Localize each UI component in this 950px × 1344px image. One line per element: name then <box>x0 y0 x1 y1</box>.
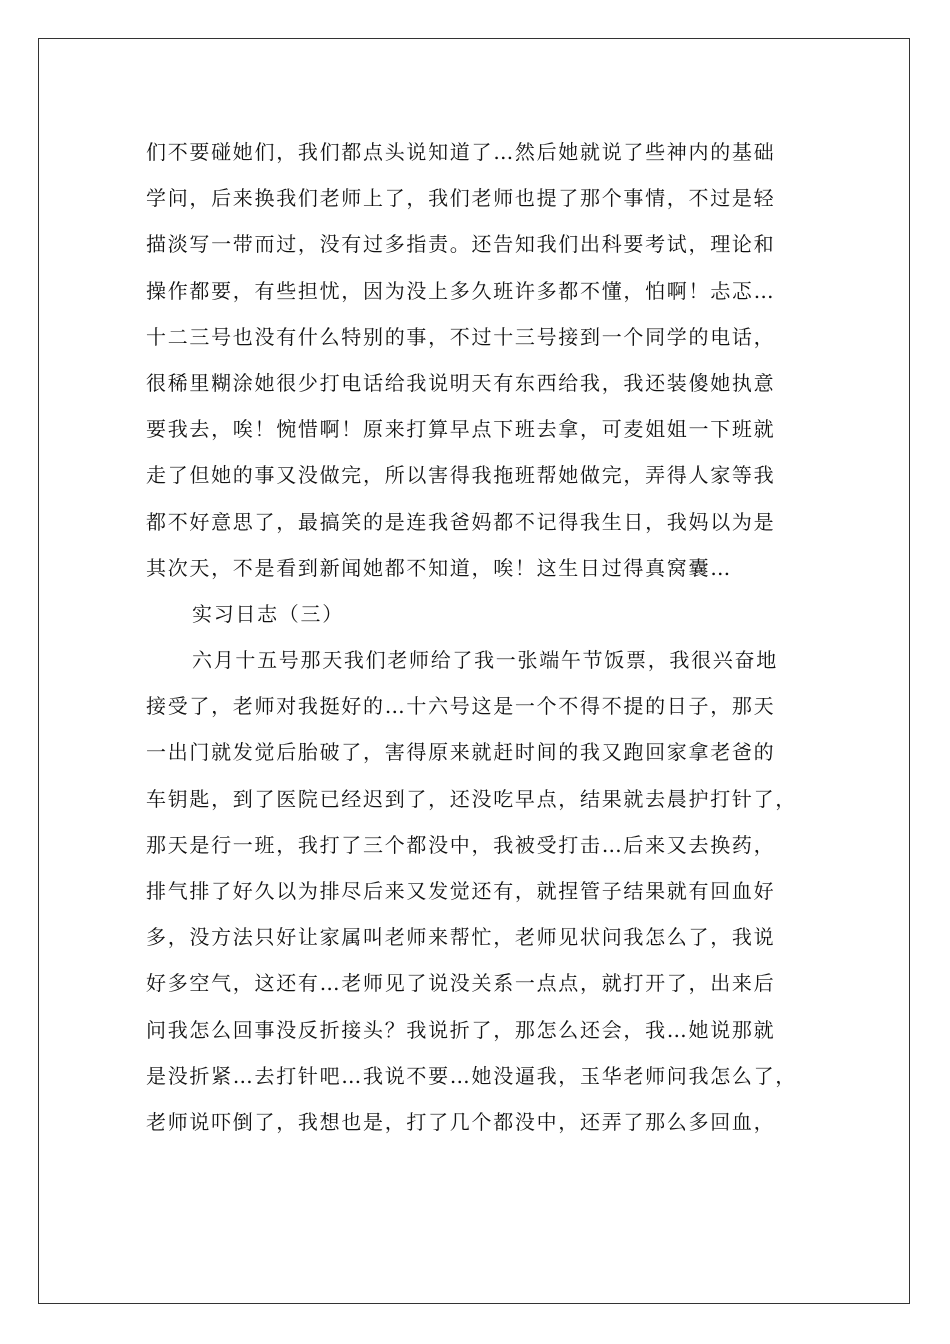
text-line: 问我怎么回事没反折接头？我说折了，那怎么还会，我…她说那就 <box>146 1017 776 1042</box>
document-body <box>146 129 821 1145</box>
text-line: 老师说吓倒了，我想也是，打了几个都没中，还弄了那么多回血， <box>146 1109 776 1134</box>
section-heading: 实习日志（三） <box>192 601 344 626</box>
text-line: 很稀里糊涂她很少打电话给我说明天有东西给我，我还装傻她执意 <box>146 370 776 395</box>
text-line: 是没折紧…去打针吧…我说不要…她没逼我，玉华老师问我怎么了， <box>146 1063 797 1088</box>
text-line: 排气排了好久以为排尽后来又发觉还有，就捏管子结果就有回血好 <box>146 879 776 903</box>
text-line: 六月十五号那天我们老师给了我一张端午节饭票，我很兴奋地 <box>192 648 778 673</box>
text-line: 接受了，老师对我挺好的…十六号这是一个不得不提的日子，那天 <box>146 694 776 719</box>
text-line: 都不好意思了，最搞笑的是连我爸妈都不记得我生日，我妈以为是 <box>146 509 776 534</box>
text-line: 十二三号也没有什么特别的事，不过十三号接到一个同学的电话， <box>146 324 776 349</box>
text-line: 描淡写一带而过，没有过多指责。还告知我们出科要考试，理论和 <box>146 232 776 257</box>
text-line: 走了但她的事又没做完，所以害得我拖班帮她做完，弄得人家等我 <box>146 463 776 488</box>
text-line: 们不要碰她们，我们都点头说知道了…然后她就说了些神内的基础 <box>146 140 776 164</box>
text-line: 一出门就发觉后胎破了，害得原来就赶时间的我又跑回家拿老爸的 <box>146 740 776 765</box>
text-line: 多，没方法只好让家属叫老师来帮忙，老师见状问我怎么了，我说 <box>146 925 776 950</box>
text-line: 其次天，不是看到新闻她都不知道，唉！这生日过得真窝囊… <box>146 555 732 580</box>
text-line: 那天是行一班，我打了三个都没中，我被受打击…后来又去换药， <box>146 832 776 857</box>
text-line: 好多空气，这还有…老师见了说没关系一点点，就打开了，出来后 <box>146 971 776 996</box>
text-line: 车钥匙，到了医院已经迟到了，还没吃早点，结果就去晨护打针了， <box>146 786 797 811</box>
text-line: 要我去，唉！惋惜啊！原来打算早点下班去拿，可麦姐姐一下班就 <box>146 417 776 442</box>
text-line: 学问，后来换我们老师上了，我们老师也提了那个事情，不过是轻 <box>146 186 776 211</box>
text-line: 操作都要，有些担忧，因为没上多久班许多都不懂，怕啊！忐忑… <box>146 278 776 303</box>
